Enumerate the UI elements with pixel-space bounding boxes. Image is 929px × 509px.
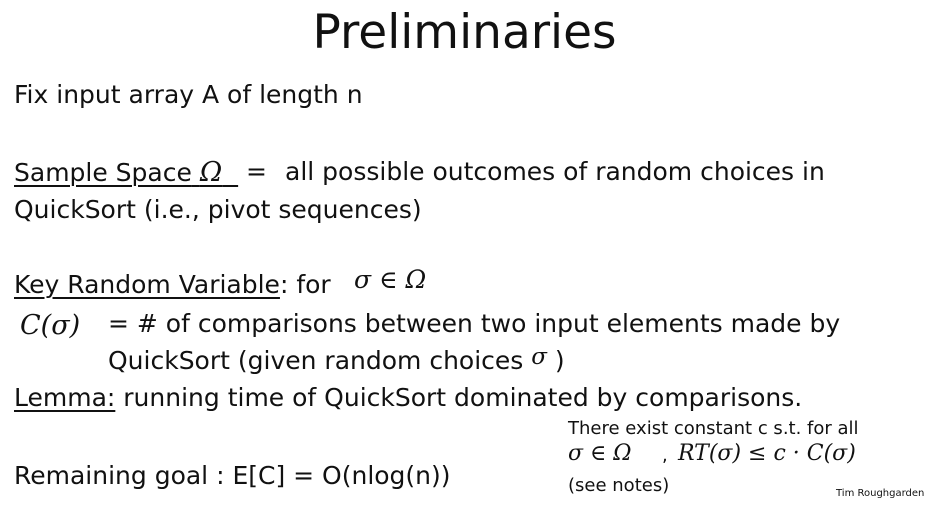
lemma-line: [14, 385, 802, 410]
sample-space-equals: =: [246, 157, 267, 186]
fix-input-text: Fix input array A of length n: [14, 80, 363, 109]
side-note-line3: (see notes): [568, 475, 670, 496]
key-rv-label: Key Random Variable: [14, 270, 280, 299]
side-note-line1: There exist constant c s.t. for all: [568, 418, 859, 439]
sigma-symbol: σ: [531, 344, 547, 370]
author-credit: Tim Roughgarden: [836, 488, 925, 499]
c-sigma-desc-line2: QuickSort (given random choices σ ): [108, 344, 565, 375]
sample-space-label: Sample Space Ω: [14, 157, 223, 188]
side-note-comma: ,: [662, 445, 668, 466]
sample-space-desc-line1: all possible outcomes of random choices in: [285, 157, 825, 186]
c-sigma-desc-line1: = # of comparisons between two input elements made by: [108, 309, 841, 338]
c-sigma-symbol: C(σ): [20, 310, 81, 341]
side-note-rt-inequality: RT(σ) ≤ c · C(σ): [678, 441, 856, 466]
sample-space-desc-line2: QuickSort (i.e., pivot sequences): [14, 195, 422, 224]
sample-space-line: [14, 159, 238, 186]
side-note-sigma-in-omega: σ ∈ Ω: [568, 441, 632, 466]
lemma-label: Lemma:: [14, 383, 116, 412]
key-rv-line: [14, 272, 331, 297]
lemma-text: running time of QuickSort dominated by comparisons.: [123, 383, 803, 412]
key-rv-suffix: : for: [279, 270, 331, 299]
remaining-goal: Remaining goal : E[C] = O(nlog(n)): [14, 461, 451, 490]
slide-title: Preliminaries: [312, 5, 617, 60]
omega-symbol: Ω: [199, 157, 223, 188]
sigma-in-omega: σ ∈ Ω: [354, 265, 427, 294]
